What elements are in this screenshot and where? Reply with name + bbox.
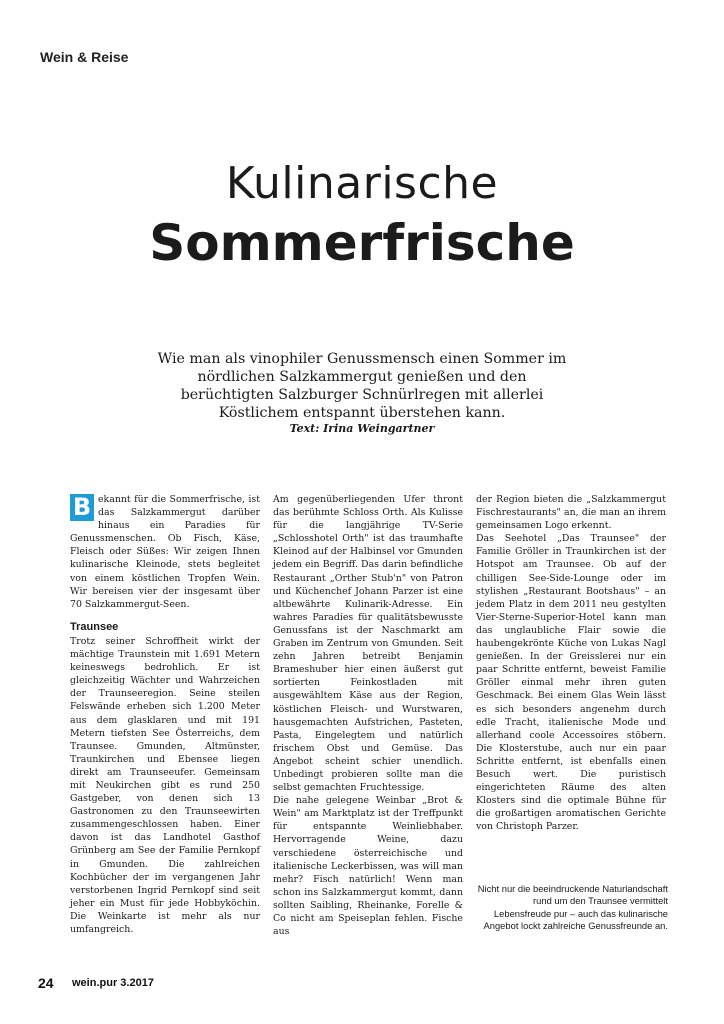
lead-paragraph: Wie man als vinophiler Genussmensch einen Sommer im nördlichen Salzkammergut genießen und den berüchtigten Salzburger Schnürlregen mit allerlei Köstlichem entspannt überstehen kann. [157,351,567,421]
subhead-traunsee: Traunsee [70,620,119,633]
column-2-paragraph-1: Am gegenüberliegenden Ufer thront das berühmte Schloss Orth. Als Kulisse für die langjährige TV-Serie „Schlosshotel Orth" ist das traumhafte Kleinod auf der Halbinsel vor Gmunden jedem ein Begriff. Das darin befindliche Restaurant „Orther Stub'n" von Patron und Küchenchef Johann Parzer ist eine altbewährte Kulinarik-Adresse. Ein wahres Paradies für qualitätsbewusste Genussfans ist der Naschmarkt am Graben im Zentrum von Gmunden. Seit zehn Jahren betreibt Benjamin Brameshuber hier einen äußerst gut sortierten Feinkostladen mit ausgewähltem Käse aus der Region, köstlichen Fleisch- und Wurstwaren, hausgemachten Aufstrichen, Pasteten, Pasta, Eingelegtem und natürlich frischem Obst und Gemüse. Das Angebot scheint schier unendlich. Unbedingt probieren sollte man die selbst gemachten Fruchtessige. [273,494,463,794]
article-column-1 [70,493,260,936]
intro-text: ekannt für die Sommerfrische, ist das Salzkammergut darüber hinaus ein Paradies für Genussmenschen. Ob Fisch, Käse, Fleisch oder Süßes: Wir zeigen Ihnen kulinarische Kleinode, stets begleitet von einem köstlichen Tropfen Wein. Wir bereisen vier der insgesamt über 70 Salzkammergut-Seen. [70,494,260,610]
byline: Text: Irina Weingartner [289,422,435,435]
headline-line-1: Kulinarische [225,158,499,209]
column-3-paragraph-1: der Region bieten die „Salzkammergut Fischrestaurants" an, die man an ihrem gemeinsamen Logo erkennt. [476,494,666,532]
issue-label: wein.pur 3.2017 [72,977,154,989]
section-label: Wein & Reise [40,49,129,65]
column-1-paragraph: Trotz seiner Schroffheit wirkt der mächtige Traunstein mit 1.691 Metern keineswegs bedrohlich. Er ist gleichzeitig Wächter und Wahrzeichen der Traunseeregion. Seine steilen Felswände erheben sich 1.200 Meter aus dem glasklaren und mit 191 Metern tiefsten See Österreichs, dem Traunsee. Gmunden, Altmünster, Traunkirchen und Ebensee liegen direkt am Traunseeufer. Gemeinsam mit Neukirchen gibt es rund 250 Gastgeber, von denen sich 13 Gastronomen zu den Traunseewirten zusammengeschlossen haben. Einer davon ist das Landhotel Gasthof Grünberg am See der Familie Pernkopf in Gmunden. Die zahlreichen Kochbücher der im vergangenen Jahr verstorbenen Ingrid Pernkopf sind seit jeher ein Must für jede Hobbyköchin. Die Weinkarte ist mehr als nur umfangreich. [70,635,260,935]
headline-line-2: Sommerfrische [149,214,575,272]
column-2-paragraph-2: Die nahe gelegene Weinbar „Brot & Wein" am Marktplatz ist der Treffpunkt für entspannte Weinliebhaber. Hervorragende Weine, dazu verschiedene österreichische und italienische Leckerbissen, was will man mehr? Fisch natürlich! Wenn man schon ins Salzkammergut kommt, dann sollten Saibling, Rheinanke, Forelle & Co nicht am Speiseplan fehlen. Fische aus [273,795,463,938]
photo-caption: Nicht nur die beeindruckende Naturlandschaft rund um den Traunsee vermittelt Lebensfreude pur – auch das kulinarische Angebot lockt zahlreiche Genussfreunde an. [477,883,668,932]
dropcap: B [70,494,94,521]
article-column-3 [476,493,666,833]
intro-paragraph [70,493,260,611]
column-3-paragraph-2: Das Seehotel „Das Traunsee" der Familie Gröller in Traunkirchen ist der Hotspot am Traunsee. Ob auf der chilligen See-Side-Lounge oder im stylishen „Restaurant Bootshaus" – an jedem Platz in dem 2011 neu gestylten Vier-Sterne-Superior-Hotel kann man das unglaubliche Flair sowie die haubengekrönte Küche von Lukas Nagl genießen. In der Greisslerei nur ein paar Schritte entfernt, beweist Familie Gröller einmal mehr ihren guten Geschmack. Bei einem Glas Wein lässt es sich besonders angenehm durch edle Tracht, italienische Mode und allerhand coole Accessoires stöbern. Die Klosterstube, auch nur ein paar Schritte entfernt, ist ebenfalls einen Besuch wert. Die puristisch eingerichteten Räume des alten Klosters sind die optimale Bühne für die großartigen aromatischen Gerichte von Christoph Parzer. [476,533,666,833]
article-column-2 [273,493,463,938]
page-number: 24 [38,975,54,991]
